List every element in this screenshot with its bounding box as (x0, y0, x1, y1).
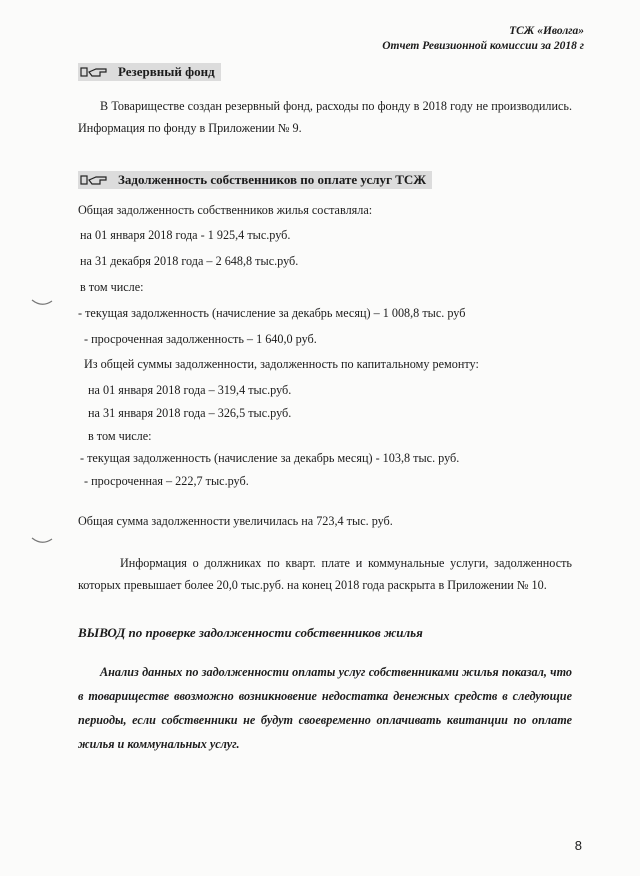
debt-line: - текущая задолженность (начисление за декабрь месяц) - 103,8 тыс. руб. (80, 451, 460, 465)
header-report: Отчет Ревизионной комиссии за 2018 г (382, 40, 584, 52)
header-org: ТСЖ «Иволга» (509, 25, 584, 37)
punch-hole-mark (30, 536, 54, 546)
debt-line: - текущая задолженность (начисление за декабрь месяц) – 1 008,8 тыс. руб (78, 306, 466, 320)
debt-line: в том числе: (88, 429, 152, 443)
section-title-text: Резервный фонд (118, 64, 215, 79)
debt-line: на 31 декабря 2018 года – 2 648,8 тыс.руб. (80, 254, 299, 268)
debtors-info: Информация о должниках по кварт. плате и коммунальные услуги, задолженность которых превышает более 20,0 тыс.руб. на конец 2018 года раскрыта в Приложении № 10. (78, 556, 572, 592)
debt-line: на 01 января 2018 года – 319,4 тыс.руб. (88, 383, 292, 397)
section-title-text: Задолженность собственников по оплате услуг ТСЖ (118, 172, 427, 187)
debt-line: в том числе: (80, 280, 144, 294)
debt-line: - просроченная задолженность – 1 640,0 руб. (84, 332, 317, 346)
section-title-debt (78, 171, 432, 189)
section-title-reserve (78, 63, 221, 81)
punch-hole-mark (30, 298, 54, 308)
page-header (382, 24, 584, 54)
debt-total-increase: Общая сумма задолженности увеличилась на 723,4 тыс. руб. (78, 514, 393, 528)
debt-line: Из общей суммы задолженности, задолженность по капитальному ремонту: (84, 357, 479, 371)
debt-line: Общая задолженность собственников жилья составляла: (78, 203, 373, 217)
debt-line: - просроченная – 222,7 тыс.руб. (84, 474, 249, 488)
hand-pointer-icon (80, 66, 108, 78)
conclusion-body: Анализ данных по задолженности оплаты услуг собственниками жилья показал, что в товариществе ввозможно возникновение недостатка денежных средств в следующие периоды, если собственники не будут своевременно оплачивать квитанции по оплате жилья и коммунальных услуг. (78, 665, 572, 751)
debt-line: на 31 января 2018 года – 326,5 тыс.руб. (88, 406, 292, 420)
hand-pointer-icon (80, 174, 108, 186)
page-number: 8 (574, 838, 582, 853)
debt-line: на 01 января 2018 года - 1 925,4 тыс.руб. (80, 228, 291, 242)
reserve-body: В Товариществе создан резервный фонд, расходы по фонду в 2018 году не производились. Информация по фонду в Приложении № 9. (78, 99, 572, 135)
conclusion-title: ВЫВОД по проверке задолженности собственников жилья (78, 625, 423, 640)
